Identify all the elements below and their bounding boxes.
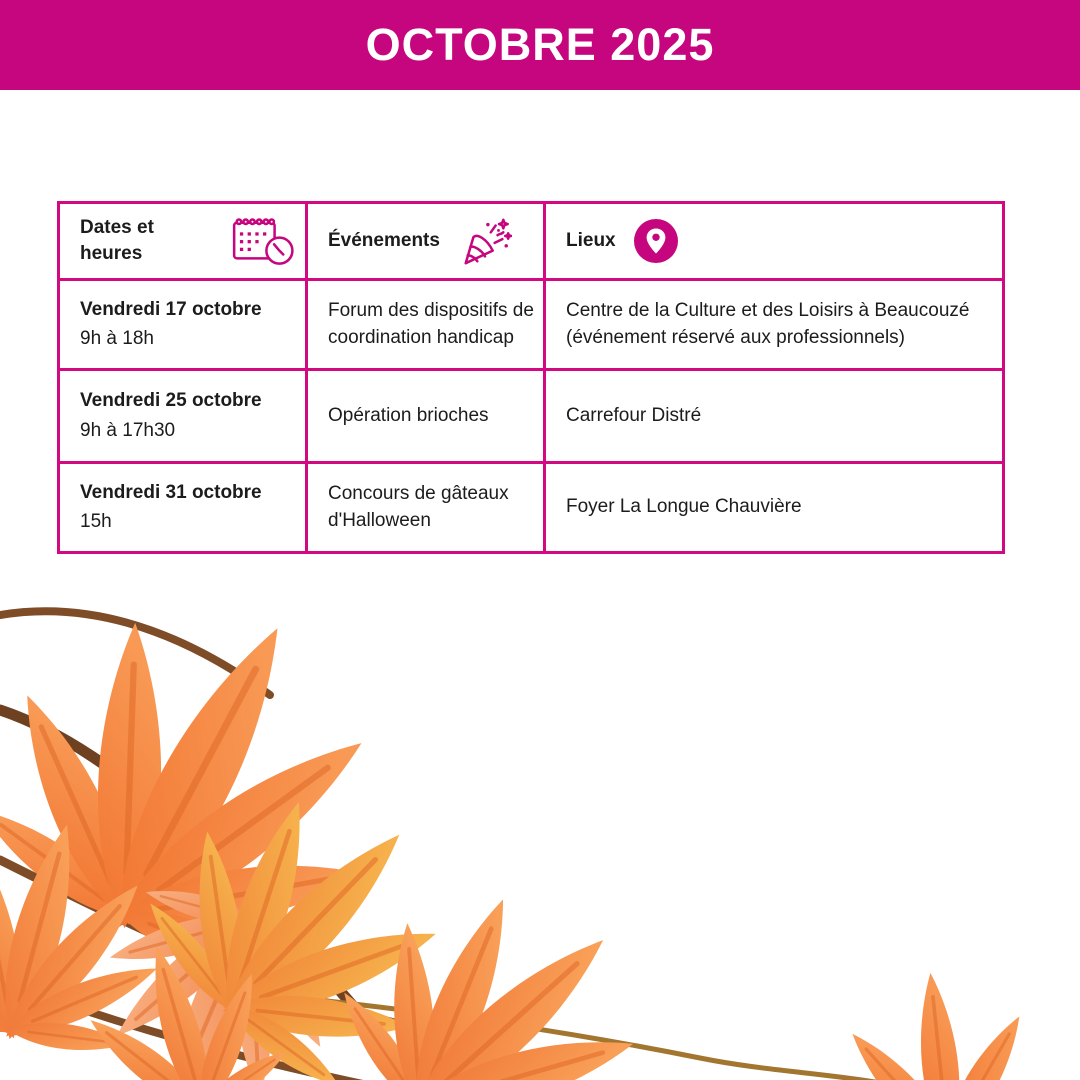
column-label-events: Événements bbox=[328, 229, 440, 251]
column-header-places bbox=[545, 203, 1004, 280]
event-row-3 bbox=[59, 463, 1004, 553]
month-banner bbox=[0, 0, 1080, 90]
banner-title: OCTOBRE 2025 bbox=[365, 19, 715, 70]
place-cell-3: Foyer La Longue Chauvière bbox=[545, 463, 1004, 553]
leaf bbox=[0, 790, 197, 1080]
leaf bbox=[0, 560, 459, 1035]
calendar-clock-icon bbox=[231, 215, 297, 267]
place-cell-1: Centre de la Culture et des Loisirs à Beaucouzé (événement réservé aux professionnels) bbox=[545, 280, 1004, 370]
events-table bbox=[57, 201, 1005, 554]
date-cell-3 bbox=[59, 463, 307, 553]
leaf bbox=[61, 919, 302, 1080]
event-time: 9h à 18h bbox=[80, 328, 154, 349]
event-date: Vendredi 25 octobre bbox=[80, 390, 262, 412]
leaf-group bbox=[0, 560, 1048, 1080]
leaf bbox=[832, 963, 1048, 1080]
event-row-2 bbox=[59, 370, 1004, 463]
event-cell-1: Forum des dispositifs de coordination handicap bbox=[307, 280, 545, 370]
event-date: Vendredi 17 octobre bbox=[80, 298, 262, 320]
leaf bbox=[59, 857, 370, 1080]
event-cell-2: Opération brioches bbox=[307, 370, 545, 463]
event-time: 15h bbox=[80, 511, 112, 532]
date-cell-1 bbox=[59, 280, 307, 370]
event-date: Vendredi 31 octobre bbox=[80, 481, 262, 503]
column-header-events bbox=[307, 203, 545, 280]
column-label-places: Lieux bbox=[566, 229, 616, 251]
header-row bbox=[59, 203, 1004, 280]
place-cell-2: Carrefour Distré bbox=[545, 370, 1004, 463]
date-cell-2 bbox=[59, 370, 307, 463]
autumn-leaves-illustration bbox=[0, 560, 1080, 1080]
event-cell-3: Concours de gâteaux d'Halloween bbox=[307, 463, 545, 553]
event-row-1 bbox=[59, 280, 1004, 370]
branches bbox=[0, 611, 955, 1080]
leaf bbox=[109, 729, 509, 1080]
leaf bbox=[301, 824, 708, 1080]
party-popper-icon bbox=[458, 214, 512, 268]
location-pin-icon bbox=[634, 219, 678, 263]
column-label-dates: Dates et heures bbox=[80, 216, 154, 264]
event-time: 9h à 17h30 bbox=[80, 419, 176, 441]
column-header-dates bbox=[59, 203, 307, 280]
